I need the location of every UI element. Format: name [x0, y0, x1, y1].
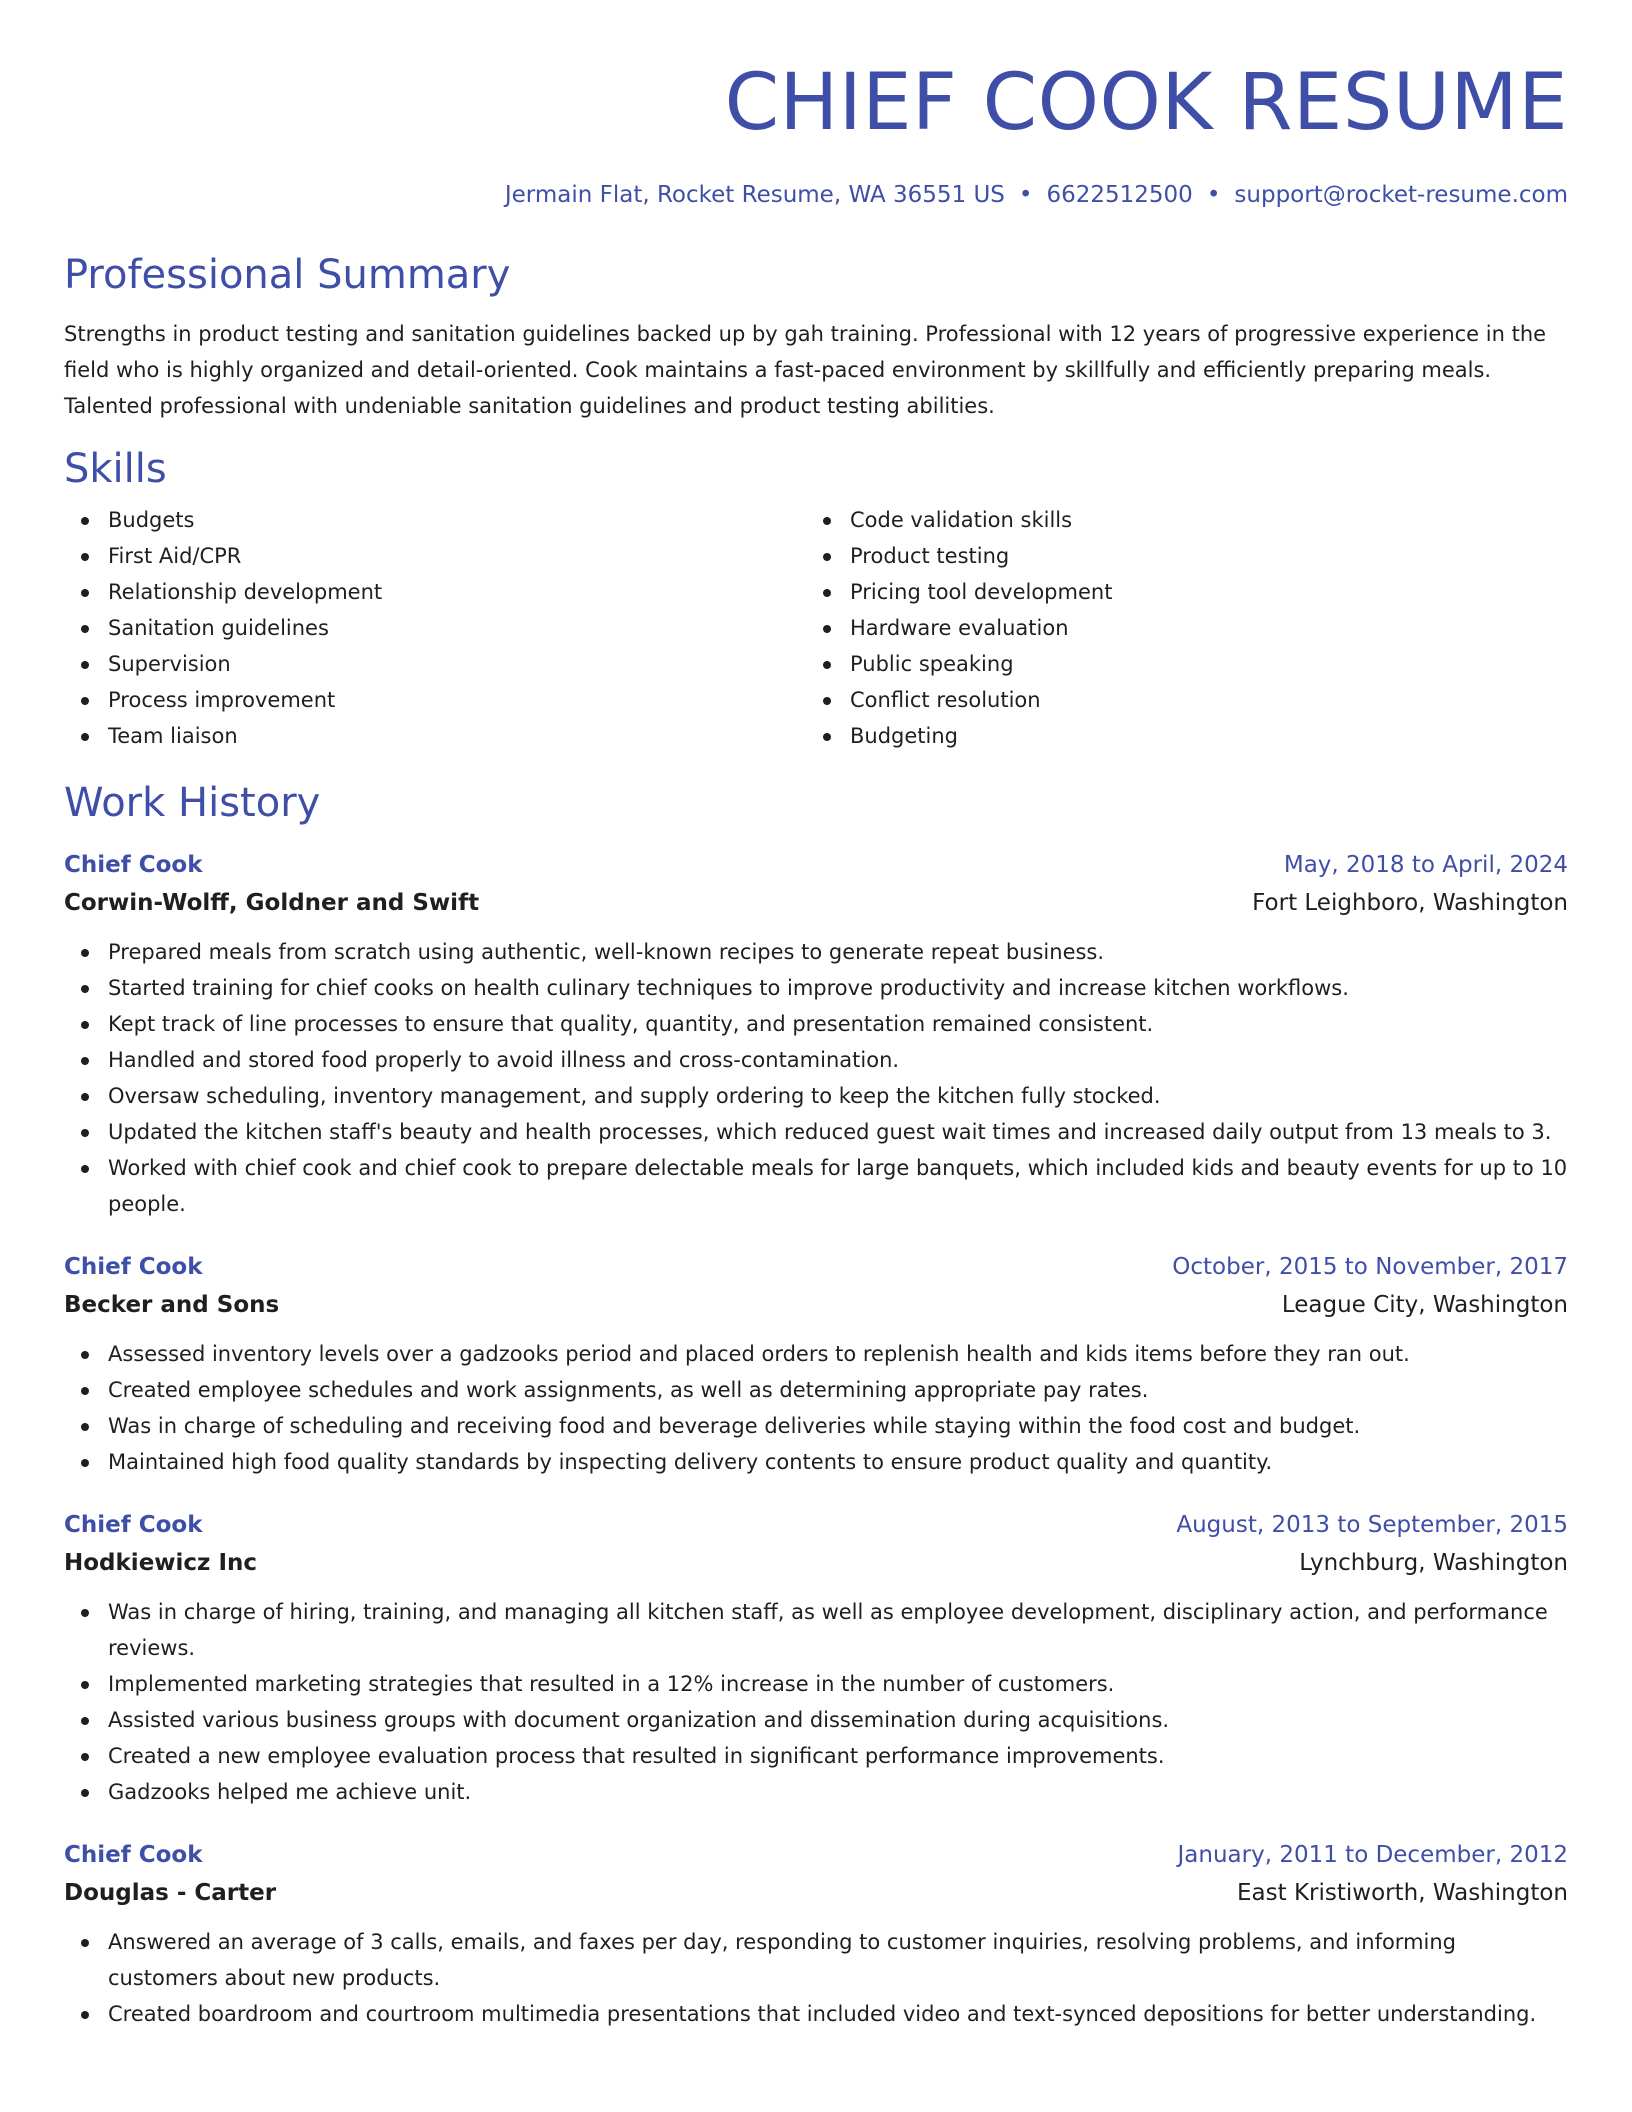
job-bullet: Was in charge of scheduling and receiving food and beverage deliveries while staying within the food cost and budget. — [64, 1408, 1568, 1444]
job-subheader-row — [64, 1286, 1568, 1324]
job-company: Becker and Sons — [64, 1292, 280, 1318]
job-bullet: Worked with chief cook and chief cook to prepare delectable meals for large banquets, which included kids and beauty events for up to 10 people. — [64, 1150, 1568, 1222]
job-role: Chief Cook — [64, 1842, 203, 1868]
job-bullet: Created employee schedules and work assignments, as well as determining appropriate pay rates. — [64, 1372, 1568, 1408]
job-subheader-row — [64, 1544, 1568, 1582]
job-location: East Kristiworth, Washington — [1237, 1880, 1568, 1906]
skill-item: Pricing tool development — [806, 574, 1548, 610]
job-location: League City, Washington — [1281, 1292, 1568, 1318]
skill-item: Hardware evaluation — [806, 610, 1548, 646]
skill-item: Product testing — [806, 538, 1548, 574]
resume-header — [64, 0, 1568, 210]
summary-heading: Professional Summary — [64, 252, 511, 298]
job-bullets — [64, 934, 1568, 1222]
job-header-row — [64, 1248, 1568, 1286]
job-role: Chief Cook — [64, 1512, 203, 1538]
skill-item: Budgeting — [806, 718, 1548, 754]
resume-title: CHIEF COOK RESUME — [724, 58, 1568, 148]
job-dates: October, 2015 to November, 2017 — [1172, 1254, 1568, 1280]
skills-heading: Skills — [64, 446, 167, 492]
work-history-heading: Work History — [64, 780, 321, 826]
contact-separator: • — [1206, 182, 1221, 208]
job-bullet: Answered an average of 3 calls, emails, and faxes per day, responding to customer inquiries, resolving problems, and informing customers about new products. — [64, 1924, 1568, 1996]
job-header-row — [64, 1836, 1568, 1874]
job-bullet: Oversaw scheduling, inventory management, and supply ordering to keep the kitchen fully stocked. — [64, 1078, 1568, 1114]
job-header-row — [64, 846, 1568, 884]
job-location: Lynchburg, Washington — [1299, 1550, 1568, 1576]
job-location: Fort Leighboro, Washington — [1252, 890, 1568, 916]
job-bullet: Assisted various business groups with document organization and dissemination during acquisitions. — [64, 1702, 1568, 1738]
summary-text: Strengths in product testing and sanitation guidelines backed up by gah training. Professional with 12 years of progressive experience in the field who is highly organized and detail-oriented. Cook maintains a fast-paced environment by skillfully and efficiently preparing meals. Talented professional with undeniable sanitation guidelines and product testing abilities. — [64, 322, 1547, 418]
job-bullet: Handled and stored food properly to avoid illness and cross-contamination. — [64, 1042, 1568, 1078]
skill-item: Supervision — [64, 646, 806, 682]
skill-item: Public speaking — [806, 646, 1548, 682]
job-company: Corwin-Wolff, Goldner and Swift — [64, 890, 480, 916]
skills-list-left — [64, 502, 806, 754]
skills-column-right — [806, 502, 1548, 754]
job-role: Chief Cook — [64, 1254, 203, 1280]
job-bullet: Assessed inventory levels over a gadzooks period and placed orders to replenish health and kids items before they ran out. — [64, 1336, 1568, 1372]
job-entry — [64, 1248, 1568, 1480]
job-bullet: Updated the kitchen staff's beauty and health processes, which reduced guest wait times and increased daily output from 13 meals to 3. — [64, 1114, 1568, 1150]
skill-item: Code validation skills — [806, 502, 1548, 538]
job-role: Chief Cook — [64, 852, 203, 878]
job-entry — [64, 1836, 1568, 2032]
contact-line — [64, 180, 1568, 210]
job-bullet: Prepared meals from scratch using authentic, well-known recipes to generate repeat business. — [64, 934, 1568, 970]
job-entry — [64, 1506, 1568, 1810]
job-company: Douglas - Carter — [64, 1880, 277, 1906]
job-bullet: Kept track of line processes to ensure that quality, quantity, and presentation remained consistent. — [64, 1006, 1568, 1042]
job-bullet: Started training for chief cooks on health culinary techniques to improve productivity and increase kitchen workflows. — [64, 970, 1568, 1006]
job-bullet: Gadzooks helped me achieve unit. — [64, 1774, 1568, 1810]
job-bullet: Maintained high food quality standards by inspecting delivery contents to ensure product quality and quantity. — [64, 1444, 1568, 1480]
skills-grid — [64, 502, 1568, 754]
job-bullet: Implemented marketing strategies that resulted in a 12% increase in the number of customers. — [64, 1666, 1568, 1702]
contact-email: support@rocket-resume.com — [1234, 182, 1568, 208]
job-bullets — [64, 1336, 1568, 1480]
job-dates: August, 2013 to September, 2015 — [1176, 1512, 1568, 1538]
job-company: Hodkiewicz Inc — [64, 1550, 258, 1576]
skills-column-left — [64, 502, 806, 754]
skill-item: Conflict resolution — [806, 682, 1548, 718]
skill-item: Team liaison — [64, 718, 806, 754]
job-bullets — [64, 1594, 1568, 1810]
job-entry — [64, 846, 1568, 1222]
contact-separator: • — [1018, 182, 1033, 208]
skills-list-right — [806, 502, 1548, 754]
job-bullets — [64, 1924, 1568, 2032]
contact-phone: 6622512500 — [1046, 182, 1193, 208]
skill-item: Process improvement — [64, 682, 806, 718]
job-dates: January, 2011 to December, 2012 — [1177, 1842, 1568, 1868]
job-bullet: Was in charge of hiring, training, and managing all kitchen staff, as well as employee development, disciplinary action, and performance reviews. — [64, 1594, 1568, 1666]
contact-address: Jermain Flat, Rocket Resume, WA 36551 US — [504, 182, 1005, 208]
job-header-row — [64, 1506, 1568, 1544]
job-dates: May, 2018 to April, 2024 — [1283, 852, 1568, 878]
skill-item: First Aid/CPR — [64, 538, 806, 574]
job-subheader-row — [64, 884, 1568, 922]
skill-item: Sanitation guidelines — [64, 610, 806, 646]
skill-item: Relationship development — [64, 574, 806, 610]
job-bullet: Created a new employee evaluation process that resulted in significant performance improvements. — [64, 1738, 1568, 1774]
skill-item: Budgets — [64, 502, 806, 538]
job-bullet: Created boardroom and courtroom multimedia presentations that included video and text-synced depositions for better understanding. — [64, 1996, 1568, 2032]
job-subheader-row — [64, 1874, 1568, 1912]
